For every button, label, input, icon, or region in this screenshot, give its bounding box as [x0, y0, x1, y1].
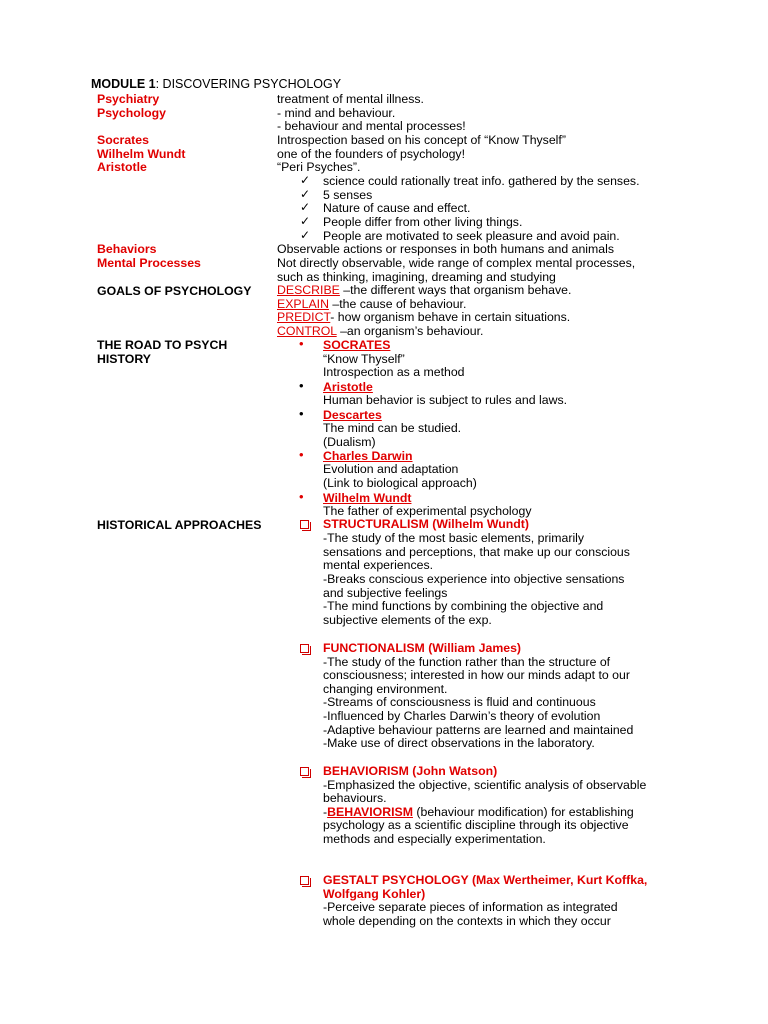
approach-line: methods and especially experimentation. [323, 832, 546, 846]
aristotle-point: People differ from other living things. [323, 215, 523, 229]
approach-title: FUNCTIONALISM (William James) [323, 641, 522, 655]
checkmark-icon: ✓ [300, 187, 311, 201]
goal-item [277, 283, 571, 297]
def-mental-line: Not directly observable, wide range of complex mental processes, [277, 256, 636, 270]
goal-text: –an organism’s behaviour. [336, 324, 484, 338]
module-label: MODULE 1 [91, 77, 156, 91]
road-item-line: (Link to biological approach) [323, 476, 477, 490]
term-socrates: Socrates [97, 133, 149, 147]
def-mental-line: such as thinking, imagining, dreaming and studying [277, 270, 556, 284]
def-wundt: one of the founders of psychology! [277, 147, 465, 161]
approach-title: STRUCTURALISM (Wilhelm Wundt) [323, 517, 529, 531]
bullet-icon: • [299, 489, 304, 504]
road-item-line: The father of experimental psychology [323, 504, 532, 518]
term-psychology: Psychology [97, 106, 167, 120]
goal-item [277, 324, 483, 338]
road-item-line: (Dualism) [323, 435, 376, 449]
goal-key: EXPLAIN [277, 297, 329, 311]
approach-line: subjective elements of the exp. [323, 613, 492, 627]
approach-line: psychology as a scientific discipline through its objective [323, 818, 629, 832]
goal-text: –the cause of behaviour. [328, 297, 467, 311]
road-item-line: The mind can be studied. [323, 421, 462, 435]
term-mental-processes: Mental Processes [97, 256, 201, 270]
checkmark-icon: ✓ [300, 228, 311, 242]
checkbox-square-icon [300, 644, 309, 653]
aristotle-point: 5 senses [323, 188, 373, 202]
bullet-icon: • [299, 447, 304, 462]
approach-line: -Make use of direct observations in the laboratory. [323, 736, 595, 750]
approach-title: Wolfgang Kohler) [323, 887, 426, 901]
dash: - [323, 805, 328, 819]
approach-line: -Breaks conscious experience into objective sensations [323, 572, 625, 586]
historical-heading: HISTORICAL APPROACHES [97, 518, 262, 532]
bullet-icon: • [299, 378, 304, 393]
goals-heading: GOALS OF PSYCHOLOGY [97, 284, 252, 298]
approach-line: -The mind functions by combining the objective and [323, 599, 604, 613]
def-psychology-line: - mind and behaviour. [277, 106, 396, 120]
approach-line: consciousness; interested in how our minds adapt to our [323, 668, 630, 682]
road-heading-line: HISTORY [97, 352, 151, 366]
checkmark-icon: ✓ [300, 214, 311, 228]
goal-key: PREDICT [277, 310, 331, 324]
approach-line: mental experiences. [323, 558, 434, 572]
aristotle-point: science could rationally treat info. gathered by the senses. [323, 174, 640, 188]
approach-text: (behaviour modification) for establishing [412, 805, 634, 819]
approach-line: and subjective feelings [323, 586, 448, 600]
def-psychology-line: - behaviour and mental processes! [277, 119, 466, 133]
aristotle-point: Nature of cause and effect. [323, 201, 471, 215]
def-psychiatry: treatment of mental illness. [277, 92, 424, 106]
approach-title: BEHAVIORISM (John Watson) [323, 764, 498, 778]
checkbox-square-icon [300, 520, 309, 529]
goal-item [277, 297, 466, 311]
road-item-name: Charles Darwin [323, 449, 413, 463]
approach-line: -The study of the most basic elements, primarily [323, 531, 585, 545]
def-behaviors: Observable actions or responses in both humans and animals [277, 242, 614, 256]
goal-text: - how organism behave in certain situations. [330, 310, 571, 324]
approach-line: -Adaptive behaviour patterns are learned and maintained [323, 723, 634, 737]
checkbox-square-icon [300, 767, 309, 776]
term-psychiatry: Psychiatry [97, 92, 160, 106]
road-item-name: Aristotle [323, 380, 373, 394]
checkmark-icon: ✓ [300, 200, 311, 214]
checkmark-icon: ✓ [300, 173, 311, 187]
behaviorism-emphasis: BEHAVIORISM [327, 805, 413, 819]
goal-text: –the different ways that organism behave. [339, 283, 572, 297]
checkbox-square-icon [300, 876, 309, 885]
term-aristotle: Aristotle [97, 160, 147, 174]
goal-item [277, 310, 570, 324]
road-item-line: Evolution and adaptation [323, 462, 459, 476]
approach-line: -The study of the function rather than the structure of [323, 655, 611, 669]
module-title [91, 77, 341, 91]
approach-line-emphasis [323, 805, 634, 819]
approach-line: -Perceive separate pieces of information as integrated [323, 900, 618, 914]
road-item-line: “Know Thyself” [323, 352, 405, 366]
term-behaviors: Behaviors [97, 242, 157, 256]
road-item-name: SOCRATES [323, 338, 391, 352]
road-item-name: Descartes [323, 408, 382, 422]
road-item-line: Human behavior is subject to rules and laws. [323, 393, 568, 407]
bullet-icon: • [299, 336, 304, 351]
goal-key: DESCRIBE [277, 283, 340, 297]
def-aristotle: “Peri Psyches”. [277, 160, 361, 174]
road-heading [97, 338, 227, 366]
goal-key: CONTROL [277, 324, 337, 338]
road-heading-line: THE ROAD TO PSYCH [97, 338, 228, 352]
term-wundt: Wilhelm Wundt [97, 147, 186, 161]
approach-line: whole depending on the contexts in which they occur [323, 914, 611, 928]
approach-line: -Streams of consciousness is fluid and continuous [323, 695, 596, 709]
road-item-name: Wilhelm Wundt [323, 491, 412, 505]
bullet-icon: • [299, 406, 304, 421]
approach-line: changing environment. [323, 682, 448, 696]
approach-line: behaviours. [323, 791, 387, 805]
road-item-line: Introspection as a method [323, 365, 465, 379]
approach-line: -Emphasized the objective, scientific analysis of observable [323, 778, 647, 792]
approach-line: sensations and perceptions, that make up our conscious [323, 545, 630, 559]
approach-title: GESTALT PSYCHOLOGY (Max Wertheimer, Kurt Koffka, [323, 873, 648, 887]
def-socrates: Introspection based on his concept of “Know Thyself” [277, 133, 566, 147]
aristotle-point: People are motivated to seek pleasure and avoid pain. [323, 229, 620, 243]
module-subject: : DISCOVERING PSYCHOLOGY [155, 77, 342, 91]
approach-line: -Influenced by Charles Darwin’s theory of evolution [323, 709, 601, 723]
